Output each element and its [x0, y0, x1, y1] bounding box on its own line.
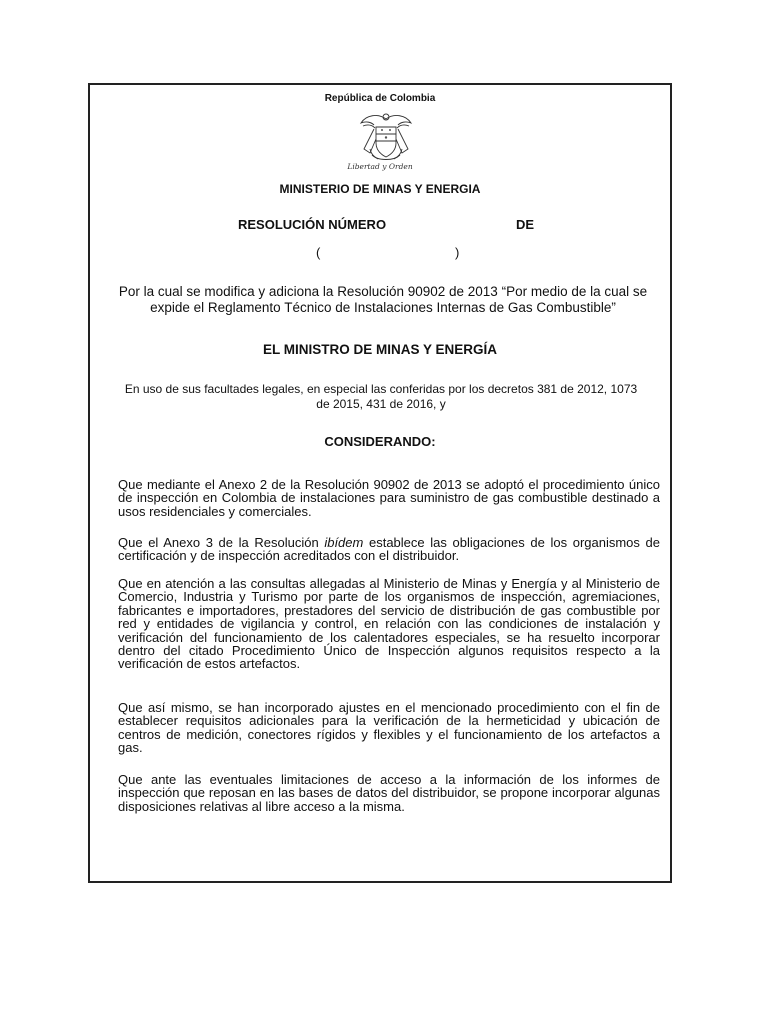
resolution-date-label: DE [516, 217, 535, 232]
considerando-paragraph-1: Que mediante el Anexo 2 de la Resolución 90902 de 2013 se adoptó el procedimiento único de inspección en Colombia de instalaciones para suministro de gas combustible destinado a usos residenciales y comerciales. [118, 477, 660, 519]
considerando-paragraph-5: Que ante las eventuales limitaciones de acceso a la información de los informes de inspección que reposan en las bases de datos del distribuidor, se propone incorporar algunas disposiciones relativas al libre acceso a la misma. [118, 772, 660, 814]
paragraph-2-part-2: establece las obligaciones de los organismos de certificación y de inspección acreditados con el distribuidor. [118, 535, 660, 564]
considerando-paragraph-4: Que así mismo, se han incorporado ajustes en el mencionado procedimiento con el fin de establecer requisitos adicionales para la verificación de la hermeticidad y ubicación de centros de medición, conectores rígidos y flexibles y el funcionamiento de los artefactos a gas. [118, 700, 660, 756]
document-page [88, 83, 672, 883]
resolution-number-label: RESOLUCIÓN NÚMERO [238, 217, 387, 232]
ministry-name: MINISTERIO DE MINAS Y ENERGIA [279, 182, 481, 196]
paragraph-2-part-1: Que el Anexo 3 de la Resolución [118, 535, 325, 550]
country-name: República de Colombia [324, 93, 436, 104]
resolution-subject: Por la cual se modifica y adiciona la Resolución 90902 de 2013 “Por medio de la cual se expide el Reglamento Técnico de Instalaciones Internas de Gas Combustible” [118, 284, 648, 315]
legal-faculties: En uso de sus facultades legales, en especial las conferidas por los decretos 381 de 2012, 1073 de 2015, 431 de 2016, y [124, 382, 638, 411]
seal-motto: Libertad y Orden [347, 162, 413, 171]
paragraph-2-italic: ibídem [324, 535, 364, 550]
coat-of-arms-icon [358, 109, 414, 169]
paren-open: ( [316, 245, 321, 260]
considerando-paragraph-2 [118, 536, 660, 563]
authority-title: EL MINISTRO DE MINAS Y ENERGÍA [262, 342, 498, 357]
considerando-heading: CONSIDERANDO: [324, 434, 436, 449]
considerando-paragraph-3: Que en atención a las consultas allegadas al Ministerio de Minas y Energía y al Ministerio de Comercio, Industria y Turismo por parte de los organismos de inspección, agremiaciones, fabricantes e importadores, prestadores del servicio de distribución de gas combustible por red y entidades de vigilancia y control, en relación con las condiciones de instalación y verificación del funcionamiento de los calentadores especiales, se ha resuelto incorporar dentro del citado Procedimiento Único de Inspección algunos requisitos respecto a la verificación de estos artefactos. [118, 576, 660, 672]
paren-close: ) [455, 245, 460, 260]
